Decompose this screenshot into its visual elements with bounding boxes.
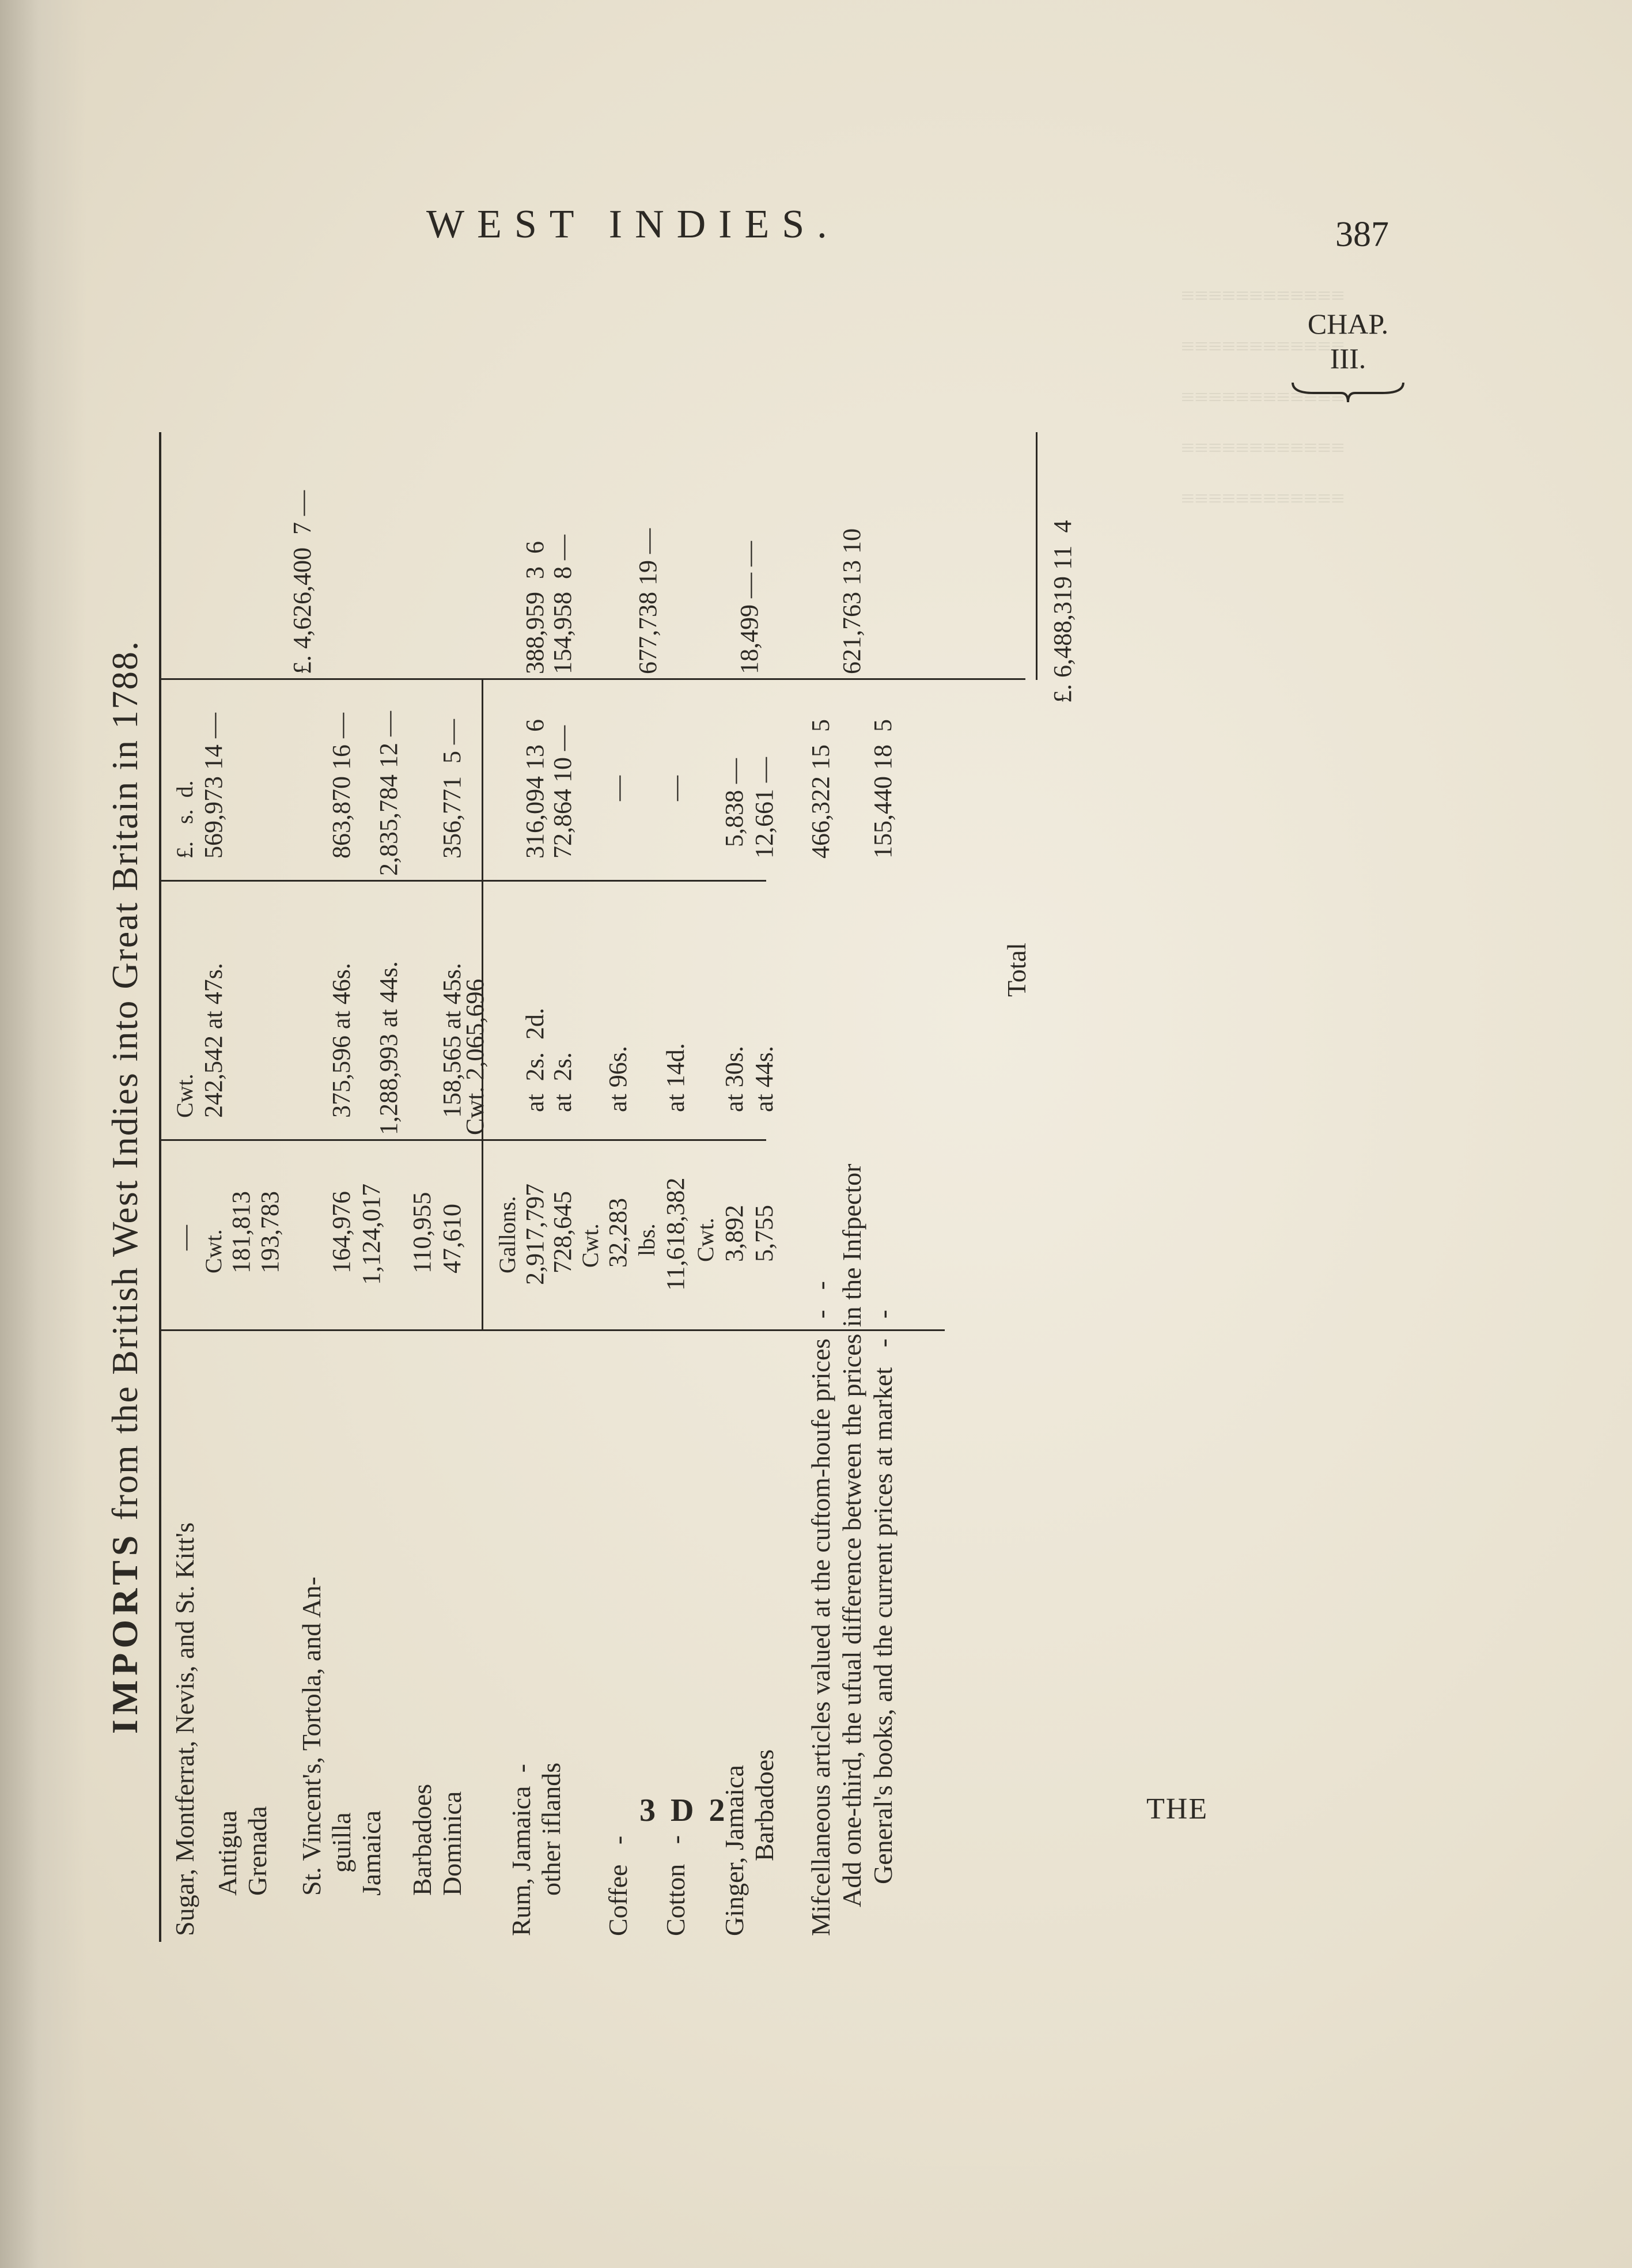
page-number: 387: [1335, 215, 1389, 254]
row-label-ginger-barbadoes: Barbadoes: [749, 1749, 779, 1861]
subqty-st-vincents: 164,976: [327, 1191, 355, 1273]
column-rule-qty: [161, 880, 766, 882]
total-cotton: 677,738 19 —: [634, 528, 662, 674]
value-one-third: 155,440 18 5: [869, 719, 897, 859]
row-label-barbadoes: Barbadoes: [407, 1783, 437, 1896]
subqty-antigua: 181,813: [227, 1191, 255, 1273]
note-add-one-third: Add one-third, the ufual difference between the prices in the Infpector: [837, 1163, 866, 1907]
total-ginger: 18,499 — —: [735, 541, 763, 674]
subqty-jamaica: 1,124,017: [357, 1184, 385, 1285]
qty-ginger-rate-1: at 30s.: [720, 1046, 748, 1112]
value-sugar-3: 2,835,784 12 —: [374, 711, 403, 876]
row-label-coffee: Coffee -: [603, 1835, 633, 1936]
row-label-dominica: Dominica: [437, 1791, 467, 1896]
note-miscellaneous: Mifcellaneous articles valued at the cuftom-houfe prices - -: [806, 1281, 835, 1936]
subqty-unit-cotton: lbs.: [634, 1223, 660, 1256]
qty-cotton-rate: at 14d.: [661, 1043, 690, 1112]
value-coffee: —: [604, 776, 632, 801]
value-ginger-2: 12,661 —: [750, 757, 778, 859]
note-general-books: General's books, and the current prices at market - -: [868, 1310, 898, 1884]
table-title-caps: IMPORTS: [104, 1530, 145, 1734]
value-sugar-2: 863,870 16 —: [327, 713, 355, 859]
subqty-coffee: 32,283: [604, 1198, 632, 1268]
subqty-unit-coffee: Cwt.: [577, 1223, 603, 1268]
qty-rum-rate-1: at 2s. 2d.: [521, 1008, 549, 1112]
qty-sugar-total: Cwt. 2,065,696: [461, 978, 489, 1135]
column-rule-total: [161, 678, 1025, 680]
value-miscellaneous: 466,322 15 5: [806, 719, 835, 859]
total-rum: 388,959 3 6: [521, 541, 549, 674]
subqty-rum-jamaica: 2,917,797: [521, 1184, 549, 1285]
row-label-cotton: Cotton -: [661, 1835, 690, 1936]
binding-gutter: [0, 0, 86, 2268]
value-rum-2: 72,864 10 —: [548, 725, 577, 859]
subqty-ginger-jamaica: 3,892: [720, 1205, 748, 1262]
total-miscellaneous: 621,763 13 10: [838, 528, 866, 674]
subqty-rum-other: 728,645: [548, 1191, 577, 1273]
table-top-rule: [159, 432, 161, 1942]
subqty-unit-ginger: Cwt.: [692, 1218, 718, 1262]
running-head: WEST INDIES.: [426, 202, 840, 247]
value-cotton: —: [661, 776, 690, 801]
grand-total-rule: [1036, 432, 1037, 680]
chapter-label: CHAP.: [1307, 308, 1389, 340]
row-label-anguilla: guilla: [327, 1812, 356, 1873]
value-sugar-4: 356,771 5 —: [438, 719, 466, 859]
subqty-unit-gallons: Gallons.: [494, 1196, 520, 1273]
subqty-barbadoes: 110,955: [408, 1192, 436, 1273]
qty-sugar-3: 1,288,993 at 44s.: [374, 961, 403, 1135]
show-through-text: ≡≡≡≡≡≡≡≡≡≡≡≡ ≡≡≡≡≡≡≡≡≡≡≡≡ ≡≡≡≡≡≡≡≡≡≡≡≡ ≡≡≡≡≡≡≡≡≡≡≡≡ ≡≡≡≡≡≡≡≡≡≡≡≡: [1181, 283, 1345, 512]
table-title-rest: from the British West Indies into Great Britain in 1788.: [104, 640, 145, 1521]
row-label-st-vincents: St. Vincent's, Tortola, and An-: [297, 1577, 326, 1896]
qty-sugar-2: 375,596 at 46s.: [327, 963, 355, 1118]
total-sugar: £. 4,626,400 7 —: [288, 490, 316, 674]
row-label-antigua: Antigua: [213, 1810, 242, 1896]
subqty-dash: —: [171, 1225, 199, 1250]
printer-signature: 3 D 2: [639, 1793, 729, 1828]
qty-sugar-4: 158,565 at 45s.: [438, 963, 466, 1118]
row-label-rum: Rum, Jamaica -: [506, 1764, 536, 1936]
grand-total-value: £. 6,488,319 11 4: [1048, 520, 1077, 703]
row-label-sugar: Sugar, Montferrat, Nevis, and St. Kitt's: [170, 1522, 199, 1936]
row-label-jamaica: Jamaica: [357, 1810, 386, 1896]
qty-ginger-rate-2: at 44s.: [750, 1046, 778, 1112]
qty-rum-rate-2: at 2s.: [548, 1052, 577, 1112]
value-rum-1: 316,094 13 6: [521, 719, 549, 859]
row-label-ginger: Ginger, Jamaica: [720, 1764, 749, 1936]
chapter-number: III.: [1330, 342, 1366, 375]
value-ginger-1: 5,838 —: [720, 758, 748, 847]
curly-brace-icon: [1290, 380, 1406, 403]
row-label-other-islands: other iflands: [536, 1762, 566, 1896]
subqty-unit-cwt: Cwt.: [200, 1229, 226, 1273]
subqty-cotton: 11,618,382: [661, 1177, 690, 1291]
qty-coffee-rate: at 96s.: [604, 1046, 632, 1112]
value-sugar-1: 569,973 14 —: [199, 713, 228, 859]
qty-sugar-1: 242,542 at 47s.: [199, 963, 228, 1118]
value-unit-header: £. s. d.: [172, 780, 198, 859]
subqty-dominica: 47,610: [438, 1204, 466, 1273]
total-coffee: 154,958 8 —: [548, 535, 577, 674]
table-title: [104, 432, 146, 1942]
qty-unit-cwt: Cwt.: [172, 1073, 198, 1118]
grand-total-label: Total: [1002, 943, 1031, 997]
imports-table: [104, 432, 1233, 1942]
column-rule-subqty: [161, 1139, 766, 1141]
subqty-grenada: 193,783: [256, 1191, 284, 1273]
catchword: THE: [1146, 1793, 1209, 1825]
row-label-grenada: Grenada: [243, 1806, 272, 1896]
chapter-marker: [1273, 307, 1423, 403]
subqty-ginger-barbadoes: 5,755: [750, 1205, 778, 1262]
